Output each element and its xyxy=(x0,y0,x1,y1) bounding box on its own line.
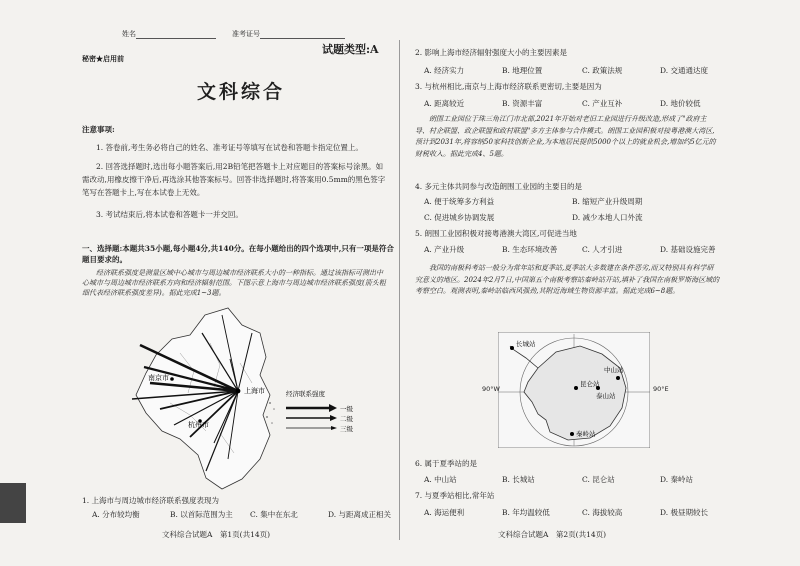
passage-2: 朗围工业园位于珠三角江门市北部,2021年开始对老旧工业园进行升级改造,形成了"政府主导、村企联盟、政企联盟和政村联盟"多方主体参与合作模式。朗围工业园积极对接粤港澳大湾区,预计到2031年,将容纳50家科技创新企业,为本地居民提供5000个以上的就业机会,增加约5亿元的财税收入。据此完成4、5题。 xyxy=(415,115,716,158)
nanjing-dot xyxy=(170,377,174,381)
q4-options-row1 xyxy=(424,197,642,207)
legend-arrow-1 xyxy=(329,404,337,412)
station-kunlun: 昆仑站 xyxy=(580,380,600,388)
q6-option-c[interactable]: C. 昆仑站 xyxy=(582,475,615,484)
q2-option-c[interactable]: C. 政策法规 xyxy=(582,66,623,75)
q4-option-b[interactable]: B. 缩短产业升级周期 xyxy=(572,197,643,206)
station-qinling: 秦岭站 xyxy=(576,430,596,438)
paper-type: 试题类型:A xyxy=(322,43,379,56)
q4-stem: 4. 多元主体共同参与改造朗围工业园的主要目的是 xyxy=(415,182,583,191)
footer-right: 文科综合试题A 第2页(共14页) xyxy=(498,530,607,539)
lon-right-label: 90°E xyxy=(653,385,669,393)
legend-level-3: 三级 xyxy=(340,425,353,433)
id-field xyxy=(232,30,345,39)
q3-option-d[interactable]: D. 地价较低 xyxy=(660,99,701,108)
q1-options xyxy=(92,510,391,520)
q7-option-d[interactable]: D. 极昼期较长 xyxy=(660,508,709,517)
right-page xyxy=(402,0,800,566)
station-changcheng: 长城站 xyxy=(516,340,536,348)
q3-options xyxy=(424,99,701,109)
antarctica-map xyxy=(498,332,650,448)
q6-option-a[interactable]: A. 中山站 xyxy=(424,475,457,484)
note-1: 1. 答卷前,考生务必将自己的姓名、准考证号等填写在试卷和答题卡指定位置上。 xyxy=(96,143,363,152)
legend-arrow-3 xyxy=(331,426,337,430)
q1-stem: 1. 上海市与周边城市经济联系强度表现为 xyxy=(82,496,220,505)
q7-option-a[interactable]: A. 海运便利 xyxy=(424,508,465,517)
passage-3: 我国的南极科考站一般分为常年站和夏季站,夏季站大多数建在条件恶劣,而又特别具有科学研究意义的地区。2024年2月7日,中国第五个南极考察站秦岭站开站,填补了我国在南极罗斯海区域的考察空白。观测表明,秦岭站临西风强劲,其附近海域生物资源丰富。据此完成6~8题。 xyxy=(415,264,720,295)
kunlun-dot xyxy=(574,386,578,390)
station-zhongshan: 中山站 xyxy=(604,366,624,374)
page-title: 文科综合 xyxy=(197,81,286,103)
q4-option-c[interactable]: C. 促进城乡协调发展 xyxy=(424,213,495,222)
city-nanjing: 南京市 xyxy=(148,374,169,382)
q2-option-d[interactable]: D. 交通通达度 xyxy=(660,66,709,75)
q2-stem: 2. 影响上海市经济辐射强度大小的主要因素是 xyxy=(415,48,568,57)
station-taishan: 泰山站 xyxy=(596,392,616,400)
shanghai-dot xyxy=(236,389,241,394)
legend-arrow-2 xyxy=(330,415,337,421)
q5-option-c[interactable]: C. 人才引进 xyxy=(582,245,623,254)
q1-option-a[interactable]: A. 分布较均衡 xyxy=(92,510,140,519)
city-shanghai: 上海市 xyxy=(244,387,265,395)
q6-options xyxy=(424,475,693,485)
note-3: 3. 考试结束后,将本试卷和答题卡一并交回。 xyxy=(96,210,243,219)
footer-left: 文科综合试题A 第1页(共14页) xyxy=(162,530,271,539)
secret-label: 秘密★启用前 xyxy=(82,54,124,63)
q3-option-c[interactable]: C. 产业互补 xyxy=(582,99,623,108)
q1-option-b[interactable]: B. 以首际范围为主 xyxy=(170,510,233,519)
note-2: 2. 回答选择题时,选出每小题答案后,用2B铅笔把答题卡上对应题目的答案标号涂黑。如需改动,用橡皮擦干净后,再选涂其他答案标号。回答非选择题时,将答案用0.5mm的黑色签字笔写在答题卡上,写在本试卷上无效。 xyxy=(82,162,386,197)
q6-stem: 6. 属于夏季站的是 xyxy=(415,459,478,468)
islands xyxy=(266,402,275,424)
q5-option-a[interactable]: A. 产业升级 xyxy=(424,245,465,254)
q3-stem: 3. 与杭州相比,南京与上海市经济联系更密切,主要是因为 xyxy=(415,82,602,91)
q6-option-d[interactable]: D. 秦岭站 xyxy=(660,475,694,484)
q5-option-b[interactable]: B. 生态环境改善 xyxy=(502,245,558,254)
q7-option-b[interactable]: B. 年均温较低 xyxy=(502,508,550,517)
legend-level-1: 一级 xyxy=(340,405,353,413)
id-underline xyxy=(260,30,345,39)
page-divider xyxy=(399,40,400,540)
passage-1: 经济联系强度是测量区域中心城市与周边城市经济联系大小的一种指标。通过该指标可测出中心城市与周边城市经济联系方向和经济辐射范围。下图示意上海市与周边城市经济联系强度(箭头粗细代表经济联系强度差异)。据此完成1~3题。 xyxy=(82,269,386,297)
shanghai-map xyxy=(110,303,370,498)
q3-option-b[interactable]: B. 资源丰富 xyxy=(502,99,543,108)
city-hangzhou: 杭州市 xyxy=(188,421,209,429)
side-tab xyxy=(0,483,26,523)
q5-stem: 5. 朗围工业园积极对接粤港澳大湾区,可促进当地 xyxy=(415,229,577,238)
qinling-dot xyxy=(570,432,574,436)
q4-options-row2 xyxy=(424,213,643,223)
section1-heading: 一、选择题:本题共35小题,每小题4分,共140分。在每小题给出的四个选项中,只有一项是符合题目要求的。 xyxy=(82,244,394,264)
q6-option-b[interactable]: B. 长城站 xyxy=(502,475,535,484)
name-underline xyxy=(136,30,216,39)
q7-stem: 7. 与夏季站相比,常年站 xyxy=(415,491,495,500)
zhongshan-dot xyxy=(616,376,620,380)
q7-options xyxy=(424,508,708,518)
q4-option-a[interactable]: A. 便于统筹多方利益 xyxy=(424,197,495,206)
left-page xyxy=(0,0,398,566)
q7-option-c[interactable]: C. 海拔较高 xyxy=(582,508,623,517)
q5-options xyxy=(424,245,716,255)
changcheng-dot xyxy=(510,346,514,350)
q3-option-a[interactable]: A. 距离较近 xyxy=(424,99,465,108)
q2-options xyxy=(424,66,708,76)
q1-option-d[interactable]: D. 与距离成正相关 xyxy=(328,510,392,519)
q4-option-d[interactable]: D. 减少本地人口外流 xyxy=(572,213,643,222)
q2-option-b[interactable]: B. 地理位置 xyxy=(502,66,543,75)
id-label: 准考证号 xyxy=(232,30,260,38)
legend-level-2: 二级 xyxy=(340,415,353,423)
legend-title: 经济联系强度 xyxy=(286,390,325,398)
q5-option-d[interactable]: D. 基础设施完善 xyxy=(660,245,716,254)
q1-option-c[interactable]: C. 集中在东北 xyxy=(250,510,298,519)
name-label: 姓名 xyxy=(122,30,136,38)
lon-left-label: 90°W xyxy=(482,385,500,393)
q2-option-a[interactable]: A. 经济实力 xyxy=(424,66,465,75)
name-field xyxy=(122,30,216,39)
notes-heading: 注意事项: xyxy=(82,125,115,134)
